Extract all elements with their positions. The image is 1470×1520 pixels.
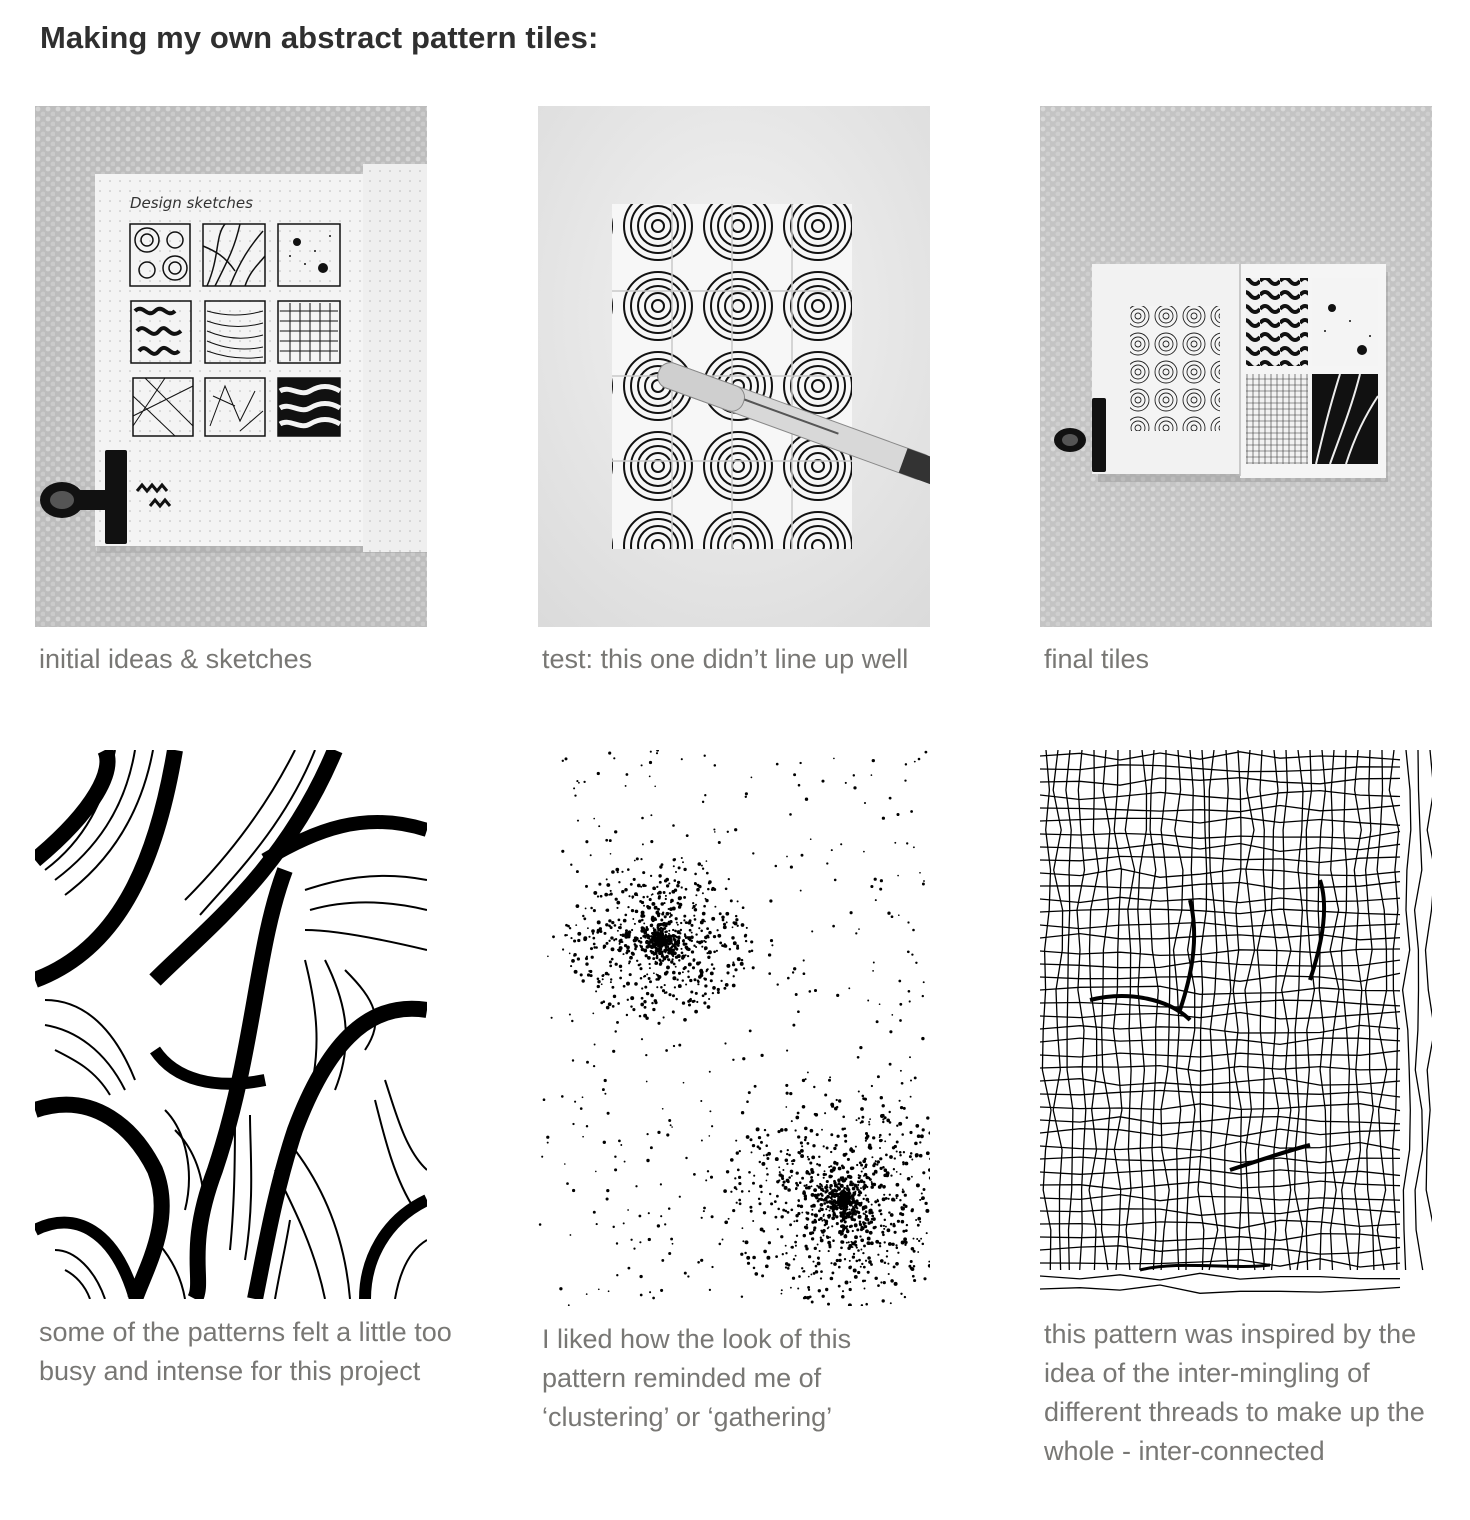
caption-sketches: initial ideas & sketches bbox=[39, 644, 313, 674]
caption-test: test: this one didn’t line up well bbox=[542, 644, 909, 674]
caption-final: final tiles bbox=[1044, 644, 1150, 674]
page-title: Making my own abstract pattern tiles: bbox=[40, 20, 599, 55]
woven-grid-pattern[interactable] bbox=[1040, 750, 1432, 1300]
final-tiles-photo[interactable] bbox=[1040, 106, 1432, 627]
caption-clustering: I liked how the look of this pattern reminded me of ‘clustering’ or ‘gathering’ bbox=[542, 1324, 852, 1432]
circles-test-photo[interactable] bbox=[538, 106, 930, 627]
sketchbook-heading: Design sketches bbox=[130, 194, 253, 212]
caption-busy: some of the patterns felt a little too busy and intense for this project bbox=[39, 1317, 452, 1386]
caption-threads: this pattern was inspired by the idea of the inter-mingling of different threads to make up the whole - inter-connected bbox=[1044, 1319, 1425, 1466]
sketchbook-photo[interactable] bbox=[35, 106, 427, 627]
stipple-clusters-pattern[interactable] bbox=[538, 750, 930, 1306]
flowing-lines-pattern[interactable] bbox=[35, 750, 427, 1299]
